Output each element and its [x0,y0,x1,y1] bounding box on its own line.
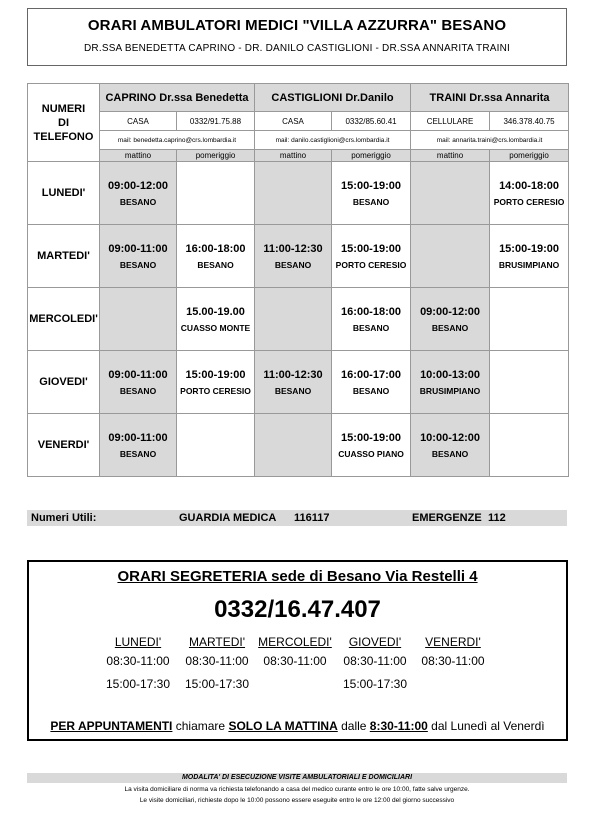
day-label: LUNEDI' [28,162,100,225]
schedule-slot [490,351,569,414]
footer-title: MODALITA' DI ESECUZIONE VISITE AMBULATORIALI E DOMICILIARI [27,773,567,783]
guardia-medica-label: GUARDIA MEDICA [179,512,277,524]
table-row [28,288,569,351]
secretariat-day: MERCOLEDI' [258,635,332,649]
schedule-slot [411,414,490,477]
slot-location: BESANO [431,322,469,333]
slot-time: 14:00-18:00 [499,179,559,192]
slot-location: CUASSO PIANO [338,448,404,459]
slot-time: 15:00-19:00 [341,431,401,444]
schedule-slot [100,162,177,225]
slot-time: 16:00-17:00 [341,368,401,381]
slot-time: 09:00-11:00 [108,431,168,444]
slot-time: 15:00-19:00 [341,179,401,192]
schedule-slot [411,225,490,288]
schedule-slot [100,351,177,414]
slot-location: BESANO [352,196,390,207]
slot-time: 16:00-18:00 [341,305,401,318]
slot-label-afternoon: pomeriggio [490,150,569,162]
phone-traini: 346.378.40.75 [490,112,569,131]
schedule-table [27,83,569,477]
useful-numbers-label: Numeri Utili: [31,512,97,524]
schedule-slot [490,414,569,477]
mail-traini: mail: annarita.traini@crs.lombardia.it [411,131,569,150]
slot-time: 11:00-12:30 [263,242,323,255]
schedule-slot [490,162,569,225]
schedule-slot [255,351,332,414]
phone-type-caprino: CASA [100,112,177,131]
slot-location: BESANO [274,385,312,396]
secretariat-hours: 08:30-11:00 [343,654,407,668]
slot-location: BESANO [274,259,312,270]
schedule-slot [332,288,411,351]
day-label: MARTEDI' [28,225,100,288]
slot-time: 16:00-18:00 [185,242,246,255]
secretariat-hours: 08:30-11:00 [421,654,485,668]
schedule-slot [255,414,332,477]
slot-label-afternoon: pomeriggio [332,150,411,162]
secretariat-hours: 08:30-11:00 [106,654,170,668]
schedule-slot [100,414,177,477]
secretariat-day: MARTEDI' [188,635,246,649]
phone-type-traini: CELLULARE [411,112,490,131]
slot-time: 09:00-11:00 [108,242,168,255]
secretariat-phone: 0332/16.47.407 [214,596,381,623]
schedule-slot [332,414,411,477]
secretariat-hours [257,677,333,691]
table-row [28,162,569,225]
secretariat-hours: 08:30-11:00 [263,654,327,668]
schedule-slot [411,288,490,351]
secretariat-hours [415,677,491,691]
slot-location: BESANO [119,385,157,396]
schedule-slot [332,225,411,288]
slot-location: BRUSIMPIANO [419,385,481,396]
schedule-slot [177,162,255,225]
schedule-slot [255,162,332,225]
slot-location: BESANO [119,196,157,207]
schedule-slot [255,288,332,351]
secretariat-day: LUNEDI' [114,635,162,649]
schedule-slot [332,351,411,414]
schedule-slot [411,351,490,414]
mail-caprino: mail: benedetta.caprino@crs.lombardia.it [100,131,255,150]
doctor-name-traini: TRAINI Dr.ssa Annarita [411,84,569,112]
phone-type-castiglioni: CASA [255,112,332,131]
table-row [28,351,569,414]
secretariat-day-column [337,635,413,691]
schedule-slot [332,162,411,225]
slot-location: BESANO [119,448,157,459]
table-row [28,225,569,288]
secretariat-hours: 15:00-17:30 [105,677,171,691]
slot-time: 15:00-19:00 [499,242,559,255]
slot-label-morning: mattino [255,150,332,162]
schedule-slot [177,288,255,351]
schedule-slot [100,288,177,351]
slot-label-morning: mattino [100,150,177,162]
footer-note-1: La visita domiciliare di norma va richiesta telefonando a casa del medico curante entro le ore 10:00, fatte salve urgenze. [124,786,470,793]
slot-location: PORTO CERESIO [493,196,565,207]
secretariat-day-column [100,635,176,691]
slot-location: CUASSO MONTE [180,322,251,333]
secretariat-hours: 15:00-17:30 [184,677,250,691]
schedule-slot [100,225,177,288]
schedule-slot [411,162,490,225]
schedule-slot [177,351,255,414]
header-box [27,8,567,66]
secretariat-day-column [257,635,333,691]
useful-numbers-bar [27,510,567,526]
slot-time: 10:00-12:00 [420,431,480,444]
slot-label-morning: mattino [411,150,490,162]
secretariat-day-column [415,635,491,691]
schedule-slot [255,225,332,288]
secretariat-day: VENERDI' [425,635,481,649]
doctor-name-castiglioni: CASTIGLIONI Dr.Danilo [255,84,411,112]
slot-label-afternoon: pomeriggio [177,150,255,162]
footer-note-2: Le visite domiciliari, richieste dopo le 10:00 possono essere eseguite entro le ore 12:00 del giorno successivo [139,797,455,804]
slot-location: BESANO [197,259,234,270]
schedule-slot [490,225,569,288]
slot-location: BESANO [119,259,157,270]
slot-location: BRUSIMPIANO [498,259,560,270]
slot-location: PORTO CERESIO [180,385,251,396]
table-row [28,414,569,477]
schedule-slot [177,225,255,288]
slot-time: 09:00-12:00 [420,305,480,318]
slot-location: BESANO [352,322,390,333]
secretariat-hours: 15:00-17:30 [342,677,408,691]
doctors-subtitle: DR.SSA BENEDETTA CAPRINO - DR. DANILO CASTIGLIONI - DR.SSA ANNARITA TRAINI [84,43,510,54]
secretariat-title: ORARI SEGRETERIA sede di Besano Via Restelli 4 [117,568,478,585]
secretariat-hours: 08:30-11:00 [185,654,249,668]
slot-time: 10:00-13:00 [420,368,480,381]
guardia-medica-number: 116117 [294,512,330,524]
doctor-name-caprino: CAPRINO Dr.ssa Benedetta [100,84,255,112]
mail-castiglioni: mail: danilo.castiglioni@crs.lombardia.it [255,131,411,150]
slot-location: BESANO [431,448,469,459]
schedule-slot [177,414,255,477]
page-title: ORARI AMBULATORI MEDICI "VILLA AZZURRA" BESANO [87,17,507,34]
schedule-slot [490,288,569,351]
slot-time: 09:00-11:00 [108,368,168,381]
day-label: VENERDI' [28,414,100,477]
slot-time: 09:00-12:00 [108,179,168,192]
appointments-note: PER APPUNTAMENTI chiamare SOLO LA MATTINA dalle 8:30-11:00 dal Lunedì al Venerdì [50,719,545,733]
slot-time: 15:00-19:00 [185,368,246,381]
day-label: GIOVEDI' [28,351,100,414]
slot-time: 15:00-19:00 [341,242,401,255]
secretariat-day-column [179,635,255,691]
slot-time: 11:00-12:30 [263,368,323,381]
phone-caprino: 0332/91.75.88 [177,112,255,131]
phone-numbers-label: NUMERI DI TELEFONO [28,84,100,162]
emergenze-label: EMERGENZE [412,512,482,524]
slot-location: PORTO CERESIO [335,259,407,270]
slot-location: BESANO [352,385,390,396]
day-label: MERCOLEDI' [28,288,100,351]
phone-castiglioni: 0332/85.60.41 [332,112,411,131]
slot-time: 15.00-19.00 [186,305,245,318]
emergenze-number: 112 [488,512,506,524]
secretariat-box [27,560,568,741]
secretariat-day: GIOVEDI' [348,635,402,649]
